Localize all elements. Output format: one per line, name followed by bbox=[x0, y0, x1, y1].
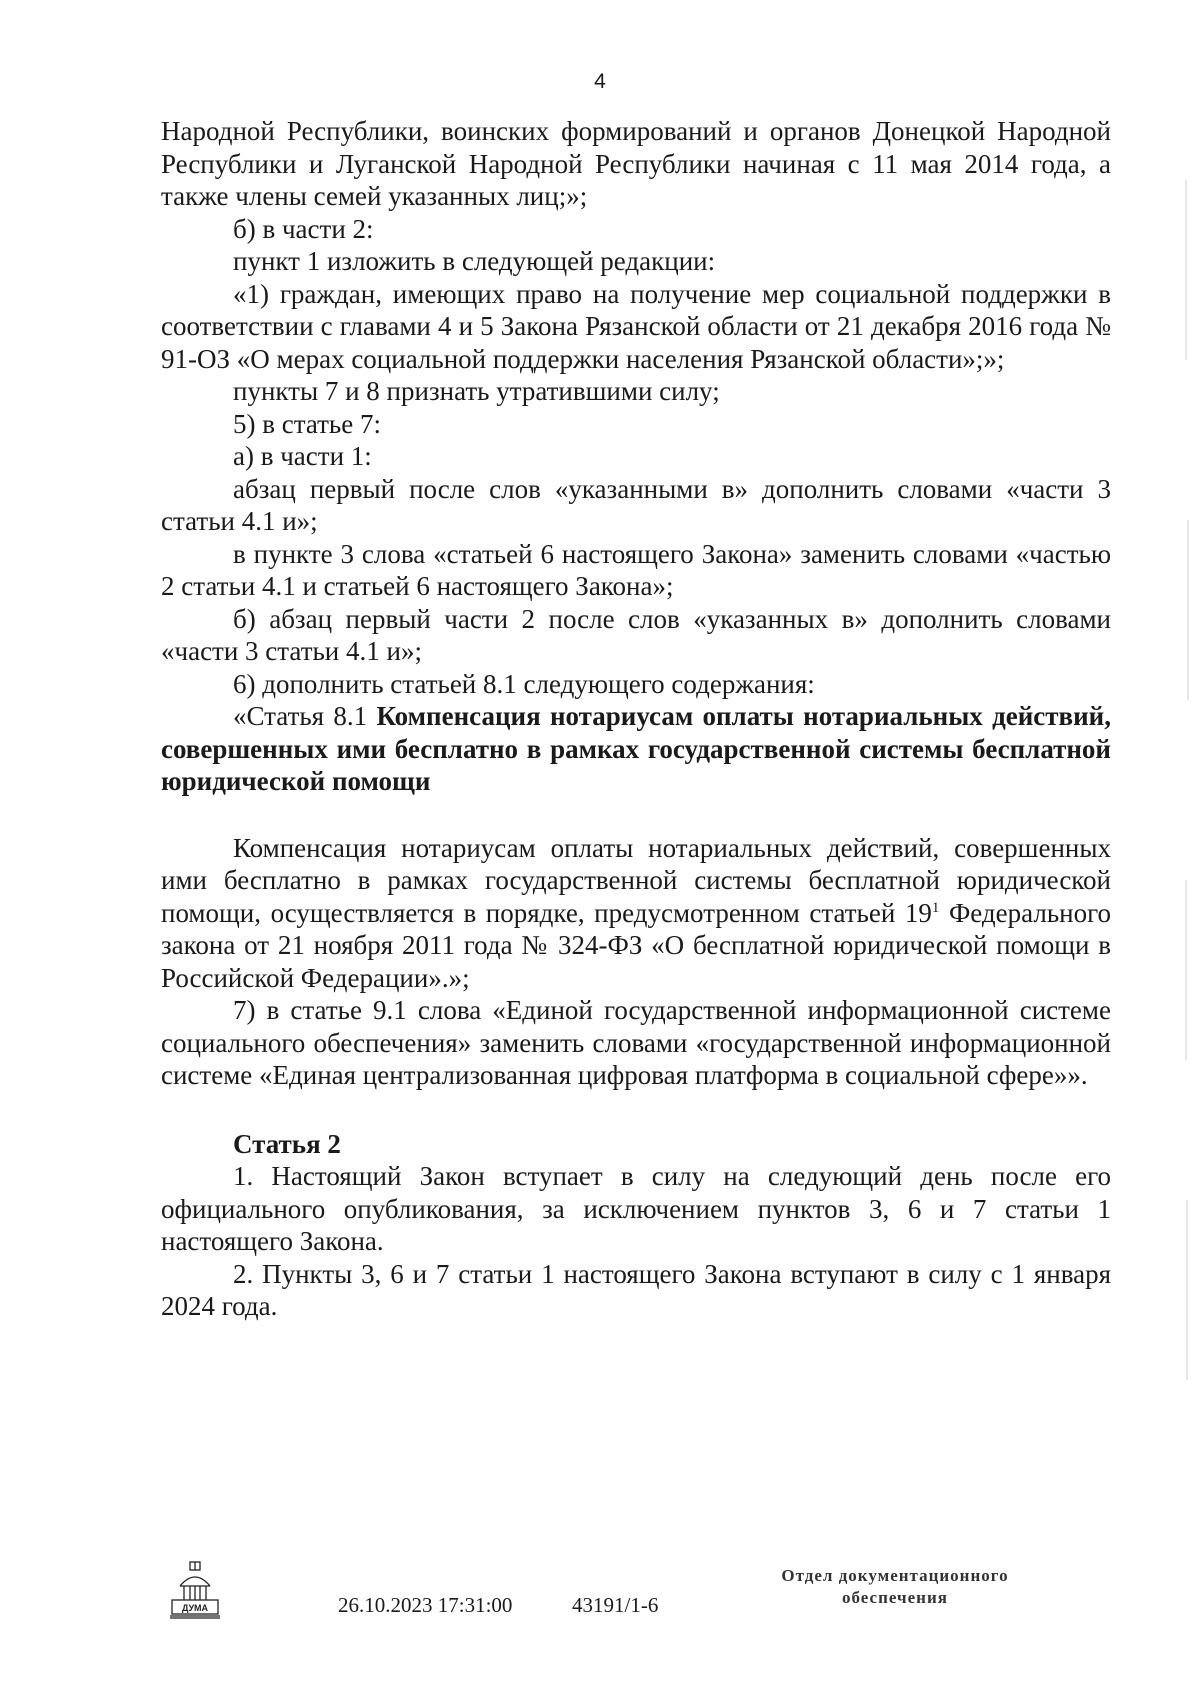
page-number: 4 bbox=[594, 70, 606, 93]
superscript: 1 bbox=[931, 899, 940, 916]
article-title-bold: Компенсация нотариусам оплаты нотариальных действий, совершенных ими бесплатно в рамках государственной системы бесплатной юридической помощи bbox=[161, 701, 1111, 796]
paragraph: пункт 1 изложить в следующей редакции: bbox=[233, 246, 716, 276]
paragraph: абзац первый после слов «указанными в» дополнить словами «части 3 статьи 4.1 и»; bbox=[161, 473, 1111, 536]
footer-doc-code: 43191/1-6 bbox=[572, 1593, 659, 1617]
paragraph: а) в части 1: bbox=[233, 441, 372, 471]
paragraph: 6) дополнить статьей 8.1 следующего содержания: bbox=[233, 668, 815, 699]
paragraph: «1) граждан, имеющих право на получение мер социальной поддержки в соответствии с главами 4 и 5 Закона Рязанской области от 21 декабря 2016 года № 91-ОЗ «О мерах социальной поддержки населения Рязанской области»;»; bbox=[161, 278, 1111, 374]
spacer bbox=[161, 1092, 1111, 1128]
logo-text: ДУМА bbox=[181, 1603, 209, 1613]
paragraph: 7) в статье 9.1 слова «Единой государственной информационной системе социального обеспечения» заменить словами «государственной информационной системе «Единая централизованная цифровая платформа в социальной сфере»». bbox=[161, 995, 1111, 1090]
article-2-heading: Статья 2 bbox=[233, 1128, 341, 1159]
scan-margin-marks bbox=[1182, 0, 1192, 1695]
paragraph: Народной Республики, воинских формирований и органов Донецкой Народной Республики и Луганской Народной Республики начиная с 11 мая 2014 года, а также члены семей указанных лиц;»; bbox=[161, 116, 1111, 211]
spacer bbox=[161, 798, 1111, 832]
article-8-1-heading bbox=[161, 700, 1111, 798]
department-stamp bbox=[745, 1565, 1045, 1609]
paragraph bbox=[161, 832, 1111, 995]
paragraph: 1. Настоящий Закон вступает в силу на следующий день после его официального опубликования, за исключением пунктов 3, 6 и 7 статьи 1 настоящего Закона. bbox=[161, 1161, 1111, 1256]
stamp-line: обеспечения bbox=[842, 1588, 948, 1607]
document-body bbox=[161, 115, 1111, 1323]
article-prefix: «Статья 8.1 bbox=[233, 701, 377, 731]
paragraph: 5) в статье 7: bbox=[233, 408, 381, 439]
stamp-line: Отдел документационного bbox=[781, 1566, 1009, 1585]
paragraph: в пункте 3 слова «статьей 6 настоящего Закона» заменить словами «частью 2 статьи 4.1 и статьей 6 настоящего Закона»; bbox=[161, 538, 1111, 601]
paragraph-part: Компенсация нотариусам оплаты нотариальных действий, совершенных ими бесплатно в рамках государственной системы бесплатной юридической помощи, осуществляется в порядке, предусмотренном статьей 19 bbox=[161, 832, 1111, 928]
paragraph: б) в части 2: bbox=[233, 213, 374, 244]
duma-logo-icon bbox=[168, 1560, 222, 1620]
duma-building-logo bbox=[168, 1560, 222, 1620]
paragraph-part: Федерального закона от 21 ноября 2011 года № 324-ФЗ «О бесплатной юридической помощи в Российской Федерации».»; bbox=[161, 897, 1111, 993]
paragraph: 2. Пункты 3, 6 и 7 статьи 1 настоящего Закона вступают в силу с 1 января 2024 года. bbox=[161, 1258, 1111, 1321]
paragraph: пункты 7 и 8 признать утратившими силу; bbox=[233, 376, 720, 406]
paragraph: б) абзац первый части 2 после слов «указанных в» дополнить словами «части 3 статьи 4.1 и»; bbox=[161, 603, 1111, 666]
margin-marks-decoration bbox=[1182, 0, 1192, 1695]
footer-datetime: 26.10.2023 17:31:00 bbox=[338, 1593, 513, 1617]
